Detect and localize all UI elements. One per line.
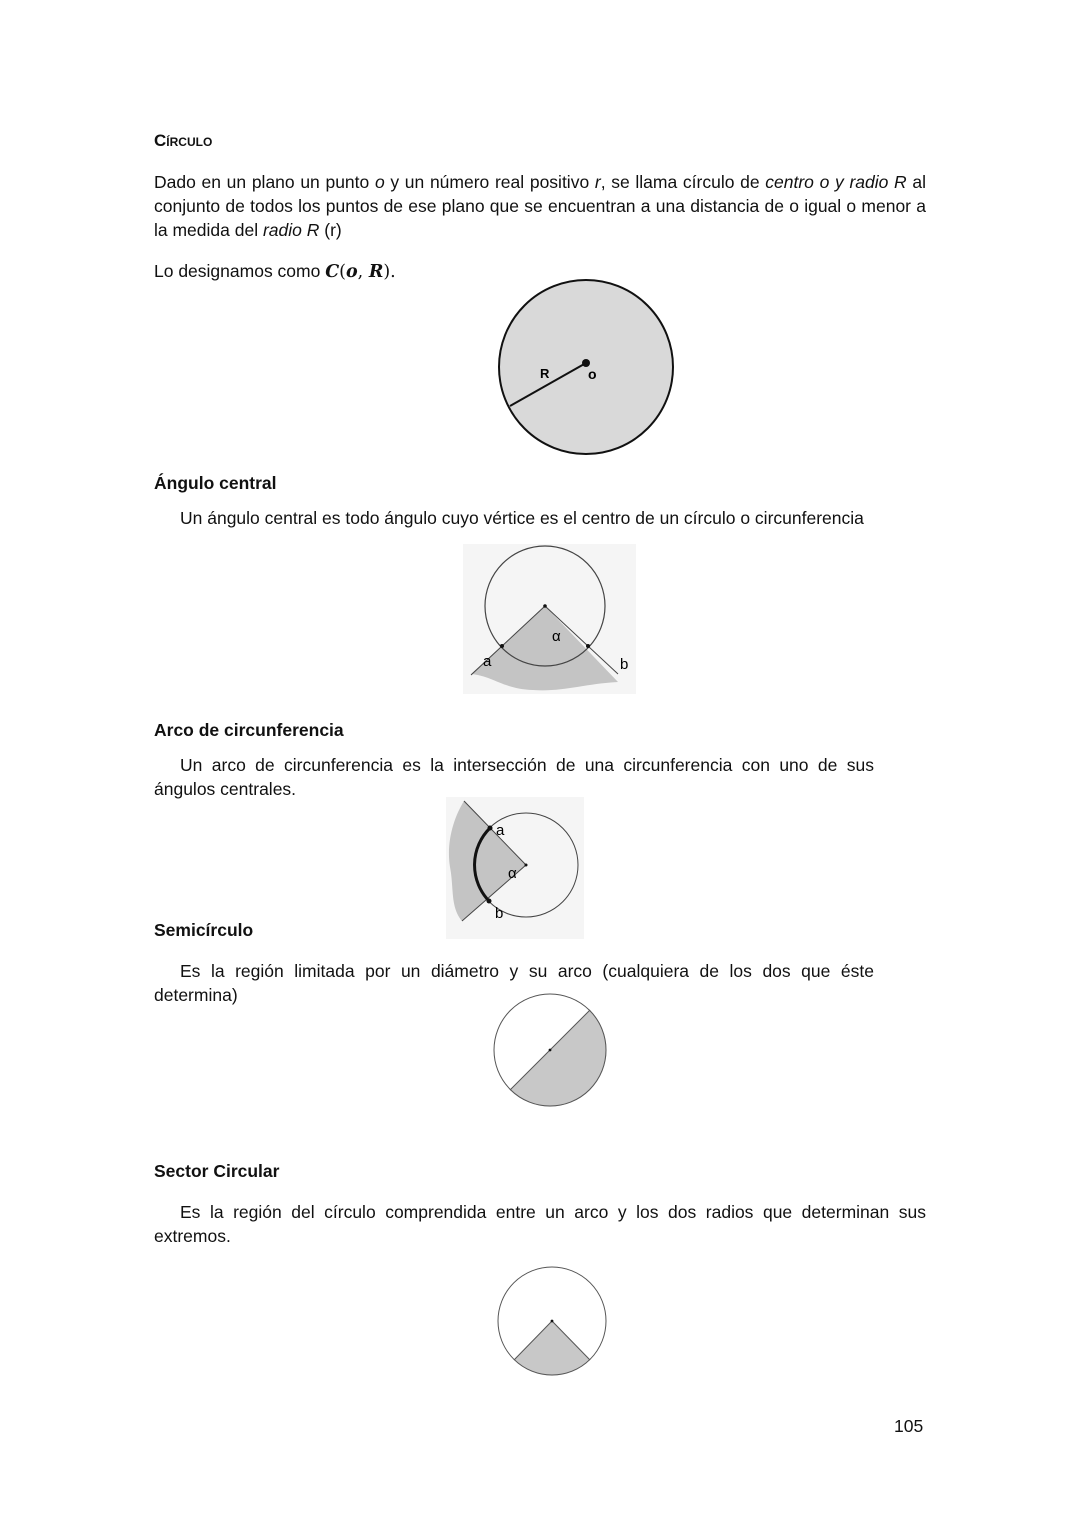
vertex-point [543,604,547,608]
label-b: b [620,656,629,673]
text-span: y un número real positivo [384,172,595,192]
label-o: o [588,366,597,382]
center-point [551,1320,554,1323]
sector-figure [494,1263,612,1381]
intersection-point-a [500,644,504,648]
label-a: a [483,653,492,670]
text-span: r [594,172,601,192]
center-point [549,1049,552,1052]
math-R: R [368,262,384,282]
label-b: b [495,905,504,922]
text-span: (r) [319,220,342,240]
sector-title: Sector Circular [154,1161,280,1181]
section-title-circulo [154,128,212,153]
arco-text-line2: ángulos centrales. [154,779,297,799]
text-span: al conjunto de todos los puntos de ese plano que se encuentran a una distancia de o igual o menor a la medida del [154,172,927,240]
math-paren: ( [339,262,346,282]
math-comma: , [357,262,369,282]
circulo-definition [154,170,926,242]
intersection-point-b [586,644,590,648]
text-span: o [374,172,385,192]
center-point [525,864,528,867]
circulo-notation [154,259,396,284]
semicirculo-text-line2: determina) [154,985,238,1005]
label-R: R [540,366,550,381]
label-alpha: α [552,628,561,645]
circulo-title: Círculo [154,131,213,150]
semicirculo-text-line1: Es la región limitada por un diámetro y su arco (cualquiera de los dos que éste [180,961,874,981]
point-a [488,826,493,831]
angulo-central-title: Ángulo central [154,473,277,493]
math-C: C [325,262,340,282]
arco-title: Arco de circunferencia [154,720,344,740]
circle-figure [490,272,690,462]
math-paren: ). [383,262,396,282]
text-span: radio R [262,220,320,240]
semicircle-region [510,1010,607,1107]
text-span: centro o y radio R [765,172,907,192]
text-span: Dado en un plano un punto [154,172,375,192]
arc-figure [446,797,584,939]
point-b [487,899,492,904]
semicirculo-title: Semicírculo [154,920,254,940]
sector-text-line2: extremos. [154,1226,231,1246]
math-o: o [345,262,358,282]
arco-text-line1: Un arco de circunferencia es la intersección de una circunferencia con uno de sus [180,755,874,775]
sector-text-line1: Es la región del círculo comprendida entre un arco y los dos radios que determinan sus [180,1202,926,1222]
central-angle-figure [463,544,636,694]
page-number: 105 [894,1416,924,1436]
angulo-central-text: Un ángulo central es todo ángulo cuyo vértice es el centro de un círculo o circunferencia [180,508,864,528]
label-alpha: α [508,865,517,882]
text-span: Lo designamos como [154,261,326,281]
text-span: , se llama círculo de [600,172,766,192]
label-a: a [496,822,505,839]
semicircle-figure [488,988,613,1113]
